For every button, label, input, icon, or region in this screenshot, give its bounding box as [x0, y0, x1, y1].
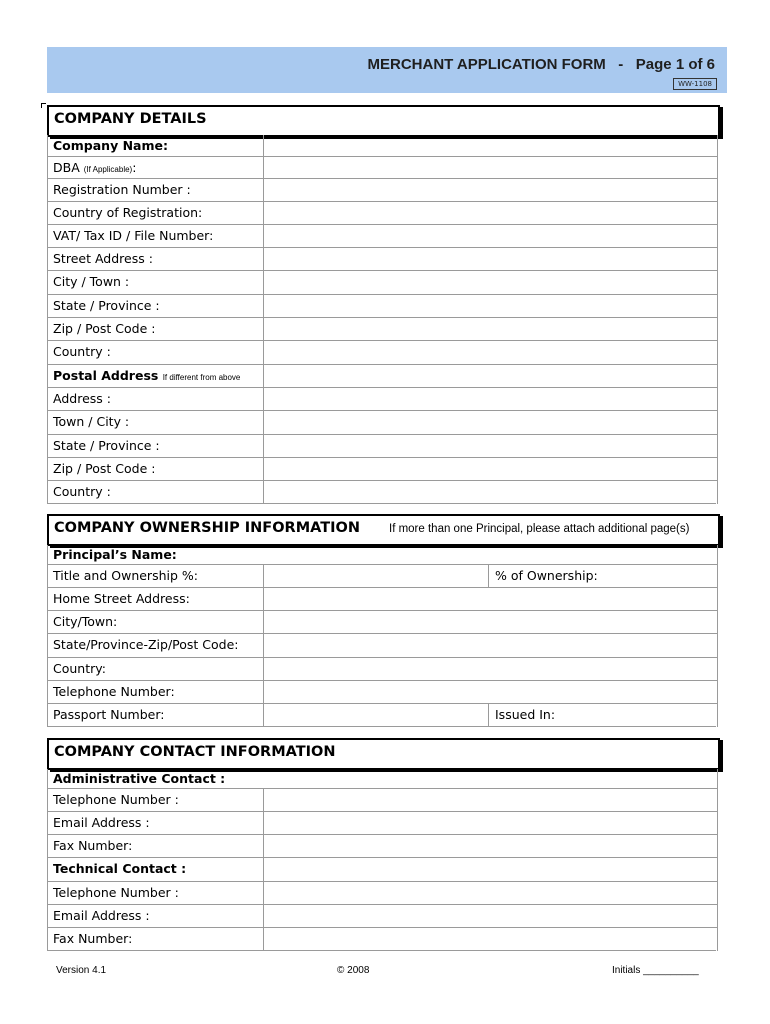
- field-issued-in[interactable]: [488, 704, 717, 727]
- section-title: COMPANY OWNERSHIP INFORMATION: [54, 520, 360, 536]
- label-state2: State / Province :: [53, 438, 160, 453]
- field-owner-city[interactable]: [263, 611, 717, 634]
- label-principal-name: Principal’s Name:: [53, 547, 177, 562]
- row-state: [47, 294, 718, 318]
- row-tech-email: [47, 904, 718, 928]
- row-owner-telephone: [47, 680, 718, 704]
- field-admin-email[interactable]: [263, 812, 717, 835]
- label-owner-country: Country:: [53, 661, 106, 676]
- label-town: Town / City :: [53, 414, 130, 429]
- row-tech-phone: [47, 881, 718, 905]
- field-address[interactable]: [263, 388, 717, 411]
- label-state: State / Province :: [53, 298, 160, 313]
- field-state2[interactable]: [263, 435, 717, 458]
- row-zip2: [47, 457, 718, 481]
- field-tech-contact[interactable]: [263, 858, 717, 882]
- field-pct-ownership[interactable]: [488, 565, 717, 588]
- field-country-registration[interactable]: [263, 202, 717, 225]
- row-dba: [47, 156, 718, 179]
- label-zip: Zip / Post Code :: [53, 321, 156, 336]
- label-country-registration: Country of Registration:: [53, 205, 203, 220]
- label-title-ownership: Title and Ownership %:: [53, 568, 198, 583]
- form-header: [47, 47, 727, 93]
- footer-initials[interactable]: Initials __________: [612, 965, 699, 976]
- form-title: MERCHANT APPLICATION FORM - Page 1 of 6: [367, 56, 715, 73]
- row-country: [47, 340, 718, 365]
- row-country-registration: [47, 201, 718, 225]
- label-vat: VAT/ Tax ID / File Number:: [53, 228, 214, 243]
- label-owner-telephone: Telephone Number:: [53, 684, 175, 699]
- field-dba[interactable]: [263, 157, 717, 179]
- row-principal-name: [47, 545, 718, 564]
- row-vat: [47, 224, 718, 248]
- row-state-zip: [47, 633, 718, 658]
- field-owner-country[interactable]: [263, 658, 717, 681]
- row-passport: [47, 703, 718, 727]
- label-pct-ownership: % of Ownership:: [495, 568, 598, 583]
- row-street: [47, 247, 718, 271]
- row-owner-country: [47, 657, 718, 681]
- field-country2[interactable]: [263, 481, 717, 504]
- field-vat[interactable]: [263, 225, 717, 248]
- field-zip[interactable]: [263, 318, 717, 341]
- form-code: WW-1108: [673, 78, 717, 90]
- label-admin-email: Email Address :: [53, 815, 150, 830]
- field-town[interactable]: [263, 411, 717, 435]
- section-note: If more than one Principal, please attach additional page(s): [389, 523, 690, 535]
- label-dba: DBA (If Applicable):: [53, 160, 137, 175]
- field-admin-phone[interactable]: [263, 789, 717, 812]
- section-ownership: [47, 514, 720, 546]
- field-state-zip[interactable]: [263, 634, 717, 658]
- label-tech-email: Email Address :: [53, 908, 150, 923]
- label-address: Address :: [53, 391, 111, 406]
- section-title: COMPANY DETAILS: [54, 111, 207, 127]
- label-tech-fax: Fax Number:: [53, 931, 133, 946]
- field-company-name[interactable]: [263, 135, 717, 156]
- row-title-ownership: [47, 564, 718, 588]
- field-owner-telephone[interactable]: [263, 681, 717, 704]
- label-admin-phone: Telephone Number :: [53, 792, 179, 807]
- field-tech-email[interactable]: [263, 905, 717, 928]
- row-owner-city: [47, 610, 718, 634]
- field-state[interactable]: [263, 295, 717, 318]
- label-city: City / Town :: [53, 274, 130, 289]
- label-owner-city: City/Town:: [53, 614, 118, 629]
- label-zip2: Zip / Post Code :: [53, 461, 156, 476]
- row-admin-fax: [47, 834, 718, 858]
- field-tech-phone[interactable]: [263, 882, 717, 905]
- row-state2: [47, 434, 718, 458]
- label-tech-phone: Telephone Number :: [53, 885, 179, 900]
- label-issued-in: Issued In:: [495, 707, 556, 722]
- row-city: [47, 270, 718, 295]
- label-postal-address: Postal Address If different from above: [53, 368, 241, 383]
- label-admin-fax: Fax Number:: [53, 838, 133, 853]
- field-zip2[interactable]: [263, 458, 717, 481]
- row-admin-contact: [47, 769, 718, 788]
- row-admin-phone: [47, 788, 718, 812]
- label-country: Country :: [53, 344, 111, 359]
- row-registration-number: [47, 178, 718, 202]
- section-contact: [47, 738, 720, 770]
- label-street: Street Address :: [53, 251, 153, 266]
- field-country[interactable]: [263, 341, 717, 365]
- field-postal-address[interactable]: [263, 365, 717, 388]
- label-passport: Passport Number:: [53, 707, 165, 722]
- label-admin-contact: Administrative Contact :: [53, 771, 226, 786]
- section-title: COMPANY CONTACT INFORMATION: [54, 744, 336, 760]
- label-tech-contact: Technical Contact :: [53, 861, 187, 876]
- label-registration-number: Registration Number :: [53, 182, 191, 197]
- divider: [47, 950, 716, 951]
- divider: [47, 503, 716, 504]
- section-company-details: [47, 105, 720, 137]
- field-city[interactable]: [263, 271, 717, 295]
- label-state-zip: State/Province-Zip/Post Code:: [53, 637, 239, 652]
- corner-mark: [41, 103, 46, 108]
- row-town: [47, 410, 718, 435]
- row-admin-email: [47, 811, 718, 835]
- row-tech-fax: [47, 927, 718, 951]
- row-zip: [47, 317, 718, 341]
- footer-copyright: © 2008: [337, 965, 370, 976]
- row-address: [47, 387, 718, 411]
- field-street[interactable]: [263, 248, 717, 271]
- label-home-street: Home Street Address:: [53, 591, 190, 606]
- row-country2: [47, 480, 718, 504]
- label-country2: Country :: [53, 484, 111, 499]
- field-registration-number[interactable]: [263, 179, 717, 202]
- footer-version: Version 4.1: [56, 965, 107, 976]
- divider: [47, 726, 716, 727]
- row-tech-contact: [47, 857, 718, 882]
- row-postal-address: [47, 364, 718, 388]
- row-company-name: [47, 135, 718, 156]
- field-tech-fax[interactable]: [263, 928, 717, 951]
- label-company-name: Company Name:: [53, 138, 168, 153]
- row-home-street: [47, 587, 718, 611]
- field-home-street[interactable]: [263, 588, 717, 611]
- field-admin-fax[interactable]: [263, 835, 717, 858]
